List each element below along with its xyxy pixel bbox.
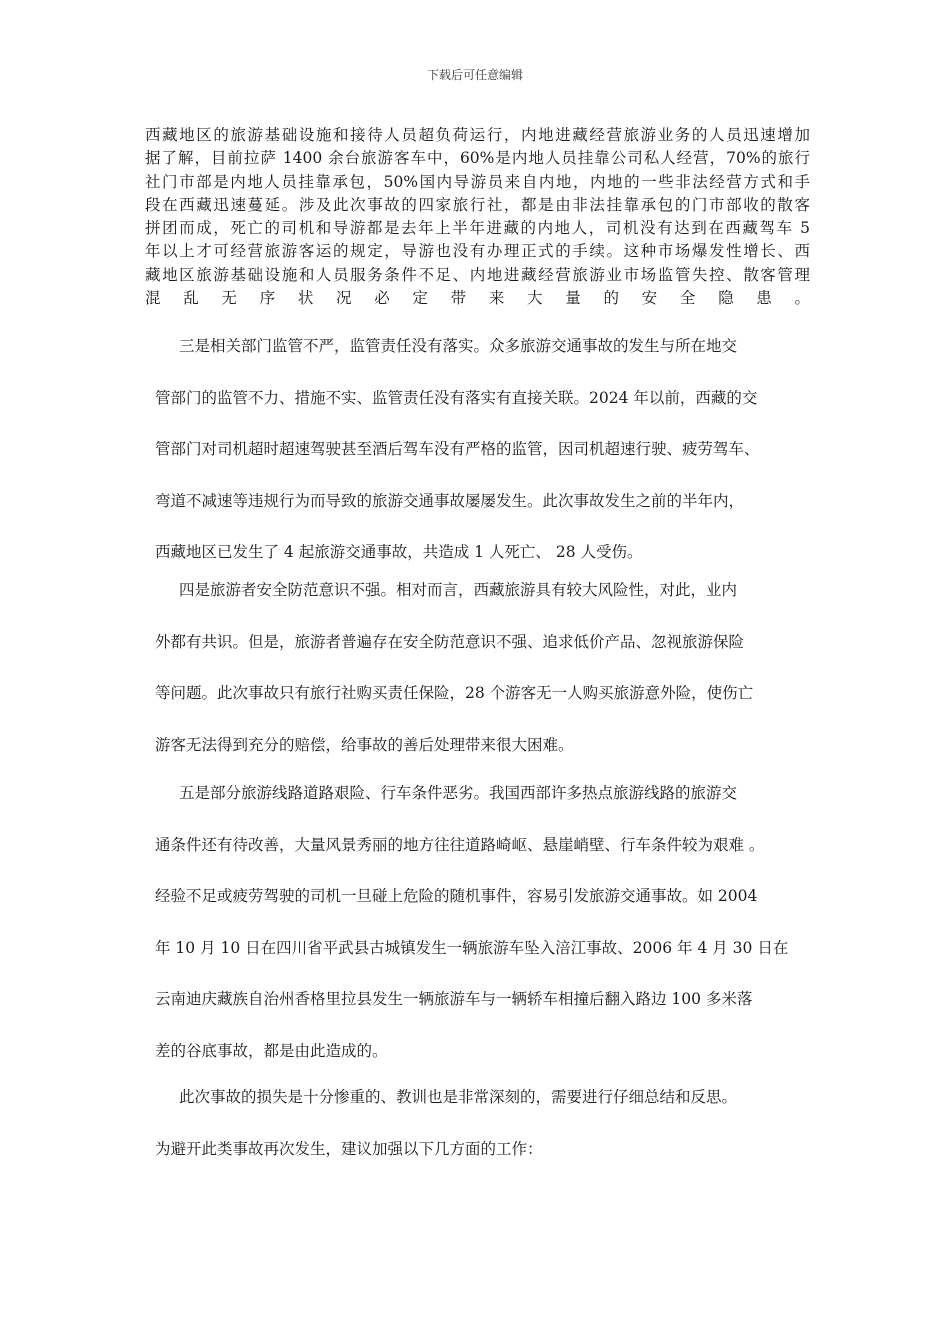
text-line: 社门市部是内地人员挂靠承包，50%国内导游员来自内地，内地的一些非法经营方式和手 bbox=[145, 172, 810, 191]
text-line: 拼团而成，死亡的司机和导游都是去年上半年进藏的内地人，司机没有达到在西藏驾车 5 bbox=[145, 219, 810, 238]
text-line: 此次事故的损失是十分惨重的、教训也是非常深刻的，需要进行仔细总结和反思。 bbox=[179, 1088, 738, 1106]
text-line: 云南迪庆藏族自治州香格里拉县发生一辆旅游车与一辆轿车相撞后翻入路边 100 多米落 bbox=[155, 990, 753, 1008]
paragraph-road-conditions bbox=[155, 768, 810, 1077]
text-line: 为避开此类事故再次发生，建议加强以下几方面的工作： bbox=[155, 1139, 543, 1158]
text-line: 弯道不减速等违规行为而导致的旅游交通事故屡屡发生。此次事故发生之前的半年内， bbox=[155, 491, 745, 510]
text-line: 差的谷底事故，都是由此造成的。 bbox=[155, 1041, 388, 1060]
text-line: 西藏地区的旅游基础设施和接待人员超负荷运行，内地进藏经营旅游业务的人员迅速增加 bbox=[145, 126, 810, 144]
paragraph-supervision bbox=[145, 321, 810, 579]
paragraph-conclusion bbox=[155, 1072, 810, 1175]
text-line: 藏地区旅游基础设施和人员服务条件不足、内地进藏经营旅游业市场监管失控、散客管理 bbox=[145, 265, 810, 284]
text-line: 混乱无序状况必定带来大量的安全隐患。 bbox=[145, 289, 810, 308]
text-line: 管部门对司机超时超速驾驶甚至酒后驾车没有严格的监管，因司机超速行驶、疲劳驾车、 bbox=[155, 440, 760, 458]
text-line: 等问题。此次事故只有旅行社购买责任保险，28 个游客无一人购买旅游意外险，使伤亡 bbox=[155, 684, 754, 702]
text-line: 外都有共识。但是，旅游者普遍存在安全防范意识不强、追求低价产品、忽视旅游保险 bbox=[155, 632, 745, 651]
text-line: 五是部分旅游线路道路艰险、行车条件恶劣。我国西部许多热点旅游线路的旅游交 bbox=[179, 784, 738, 802]
text-line: 经验不足或疲劳驾驶的司机一旦碰上危险的随机事件，容易引发旅游交通事故。如 2004 bbox=[155, 887, 758, 905]
text-line: 段在西藏迅速蔓延。涉及此次事故的四家旅行社，都是由非法挂靠承包的门市部收的散客 bbox=[145, 195, 810, 214]
page-header: 下载后可任意编辑 bbox=[426, 68, 523, 82]
text-line: 通条件还有待改善，大量风景秀丽的地方往往道路崎岖、悬崖峭壁、行车条件较为艰难 。 bbox=[155, 835, 765, 854]
text-line: 年以上才可经营旅游客运的规定，导游也没有办理正式的手续。这种市场爆发性增长、西 bbox=[145, 242, 810, 261]
text-line: 年 10 月 10 日在四川省平武县古城镇发生一辆旅游车坠入涪江事故、2006 年 4 月 30 日在 bbox=[155, 938, 789, 957]
paragraph-infrastructure bbox=[145, 124, 810, 310]
text-line: 管部门的监管不力、措施不实、监管责任没有落实有直接关联。2024 年以前，西藏的交 bbox=[155, 388, 758, 407]
text-line: 据了解，目前拉萨 1400 余台旅游客车中，60%是内地人员挂靠公司私人经营，70%的旅行 bbox=[145, 149, 810, 168]
paragraph-safety-awareness bbox=[155, 565, 810, 771]
text-line: 西藏地区已发生了 4 起旅游交通事故，共造成 1 人死亡、 28 人受伤。 bbox=[155, 543, 643, 561]
text-line: 三是相关部门监管不严，监管责任没有落实。众多旅游交通事故的发生与所在地交 bbox=[179, 337, 738, 355]
text-line: 四是旅游者安全防范意识不强。相对而言，西藏旅游具有较大风险性，对此，业内 bbox=[179, 581, 738, 599]
text-line: 游客无法得到充分的赔偿，给事故的善后处理带来很大困难。 bbox=[155, 735, 574, 754]
